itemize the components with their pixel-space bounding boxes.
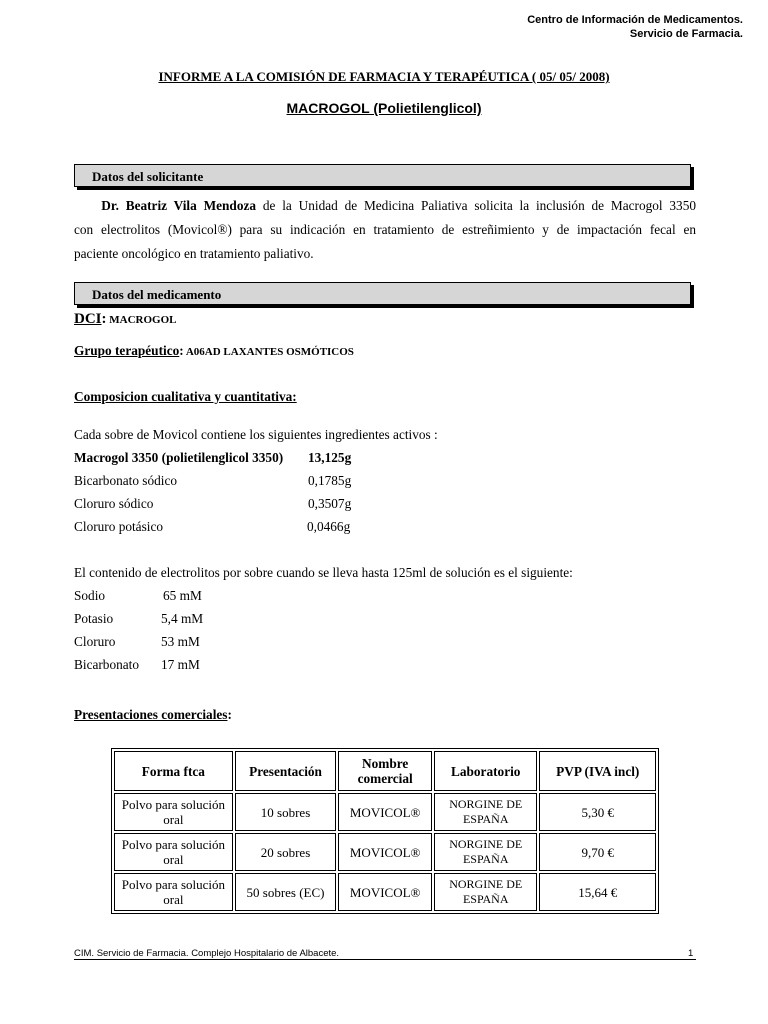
ingredient-name-0: Macrogol 3350 (polietilenglicol 3350) [74, 450, 284, 465]
page-number: 1 [688, 948, 694, 959]
footer-text: CIM. Servicio de Farmacia. Complejo Hospitalario de Albacete. [74, 948, 340, 959]
composicion-heading: Composicion cualitativa y cuantitativa: [74, 389, 297, 404]
ingredient-amount-0: 13,125g [308, 450, 352, 465]
solicitante-line-1 [74, 194, 696, 218]
table-cell-forma: Polvo para solución oral [114, 833, 233, 871]
grupo-colon: : [179, 343, 184, 358]
table-cell-nombre: MOVICOL® [338, 833, 432, 871]
table-cell-nombre: MOVICOL® [338, 793, 432, 831]
electrolito-value-0: 65 mM [163, 588, 202, 603]
table-cell-forma: Polvo para solución oral [114, 793, 233, 831]
section-solicitante [74, 164, 691, 187]
report-title: INFORME A LA COMISIÓN DE FARMACIA Y TERAPÉUTICA ( 05/ 05/ 2008) [158, 69, 610, 84]
table-header-cell: Presentación [235, 751, 337, 791]
dci-line [74, 311, 177, 328]
solicitante-line-3: paciente oncológico en tratamiento paliativo. [74, 246, 314, 261]
grupo-label: Grupo terapéutico [74, 343, 180, 358]
table-header-cell: Forma ftca [114, 751, 233, 791]
electrolitos-intro: El contenido de electrolitos por sobre cuando se lleva hasta 125ml de solución es el siguiente: [74, 565, 573, 580]
table-row [114, 833, 656, 871]
table-cell-pvp: 9,70 € [539, 833, 656, 871]
table-cell-presentacion: 50 sobres (EC) [235, 873, 337, 911]
table-header-cell: Laboratorio [434, 751, 537, 791]
ingredient-amount-1: 0,1785g [308, 473, 352, 488]
dci-label: DCI [74, 311, 102, 327]
presentaciones-heading [74, 707, 232, 723]
grupo-line [74, 343, 354, 359]
ingredient-amount-3: 0,0466g [307, 519, 351, 534]
header-org-line2: Servicio de Farmacia. [629, 28, 743, 40]
ingredient-name-1: Bicarbonato sódico [74, 473, 178, 488]
section-medicamento [74, 282, 691, 305]
section-medicamento-label: Datos del medicamento [92, 287, 222, 302]
ingredient-name-3: Cloruro potásico [74, 519, 164, 534]
dci-value: MACROGOL [106, 314, 177, 326]
table-row [114, 873, 656, 911]
table-cell-laboratorio: NORGINE DE ESPAÑA [434, 873, 537, 911]
table-cell-laboratorio: NORGINE DE ESPAÑA [434, 833, 537, 871]
grupo-value: A06AD LAXANTES OSMÓTICOS [183, 346, 354, 358]
solicitante-paragraph [74, 194, 696, 266]
table-header-cell: PVP (IVA incl) [539, 751, 656, 791]
electrolito-name-3: Bicarbonato [74, 657, 139, 672]
table-cell-pvp: 15,64 € [539, 873, 656, 911]
solicitante-name: Dr. Beatriz Vila Mendoza [101, 198, 257, 213]
electrolito-name-2: Cloruro [74, 634, 116, 649]
presentaciones-table [111, 748, 659, 914]
table-cell-presentacion: 10 sobres [235, 793, 337, 831]
composicion-intro: Cada sobre de Movicol contiene los siguientes ingredientes activos : [74, 427, 438, 442]
electrolito-value-2: 53 mM [161, 634, 200, 649]
electrolito-name-1: Potasio [74, 611, 114, 626]
electrolito-value-1: 5,4 mM [161, 611, 204, 626]
solicitante-line1-rest: de la Unidad de Medicina Paliativa solicita la inclusión de Macrogol 3350 [256, 198, 697, 213]
table-header-cell: Nombre comercial [338, 751, 432, 791]
table-cell-nombre: MOVICOL® [338, 873, 432, 911]
footer-divider [74, 959, 696, 960]
table-header-row [114, 751, 656, 791]
drug-title: MACROGOL (Polietilenglicol) [286, 100, 482, 116]
solicitante-line-2: con electrolitos (Movicol®) para su indicación en tratamiento de estreñimiento y de impactación fecal en [74, 222, 696, 237]
ingredient-name-2: Cloruro sódico [74, 496, 154, 511]
header-org-line1: Centro de Información de Medicamentos. [527, 14, 743, 26]
header-organization [527, 13, 743, 41]
table-cell-forma: Polvo para solución oral [114, 873, 233, 911]
table-cell-pvp: 5,30 € [539, 793, 656, 831]
table-row [114, 793, 656, 831]
section-solicitante-label: Datos del solicitante [92, 169, 204, 184]
presentaciones-heading-colon: : [227, 707, 232, 722]
presentaciones-heading-text: Presentaciones comerciales [74, 707, 228, 722]
table-cell-laboratorio: NORGINE DE ESPAÑA [434, 793, 537, 831]
electrolito-name-0: Sodio [74, 588, 106, 603]
table-cell-presentacion: 20 sobres [235, 833, 337, 871]
dci-colon: : [101, 311, 107, 327]
ingredient-amount-2: 0,3507g [308, 496, 352, 511]
electrolito-value-3: 17 mM [161, 657, 200, 672]
